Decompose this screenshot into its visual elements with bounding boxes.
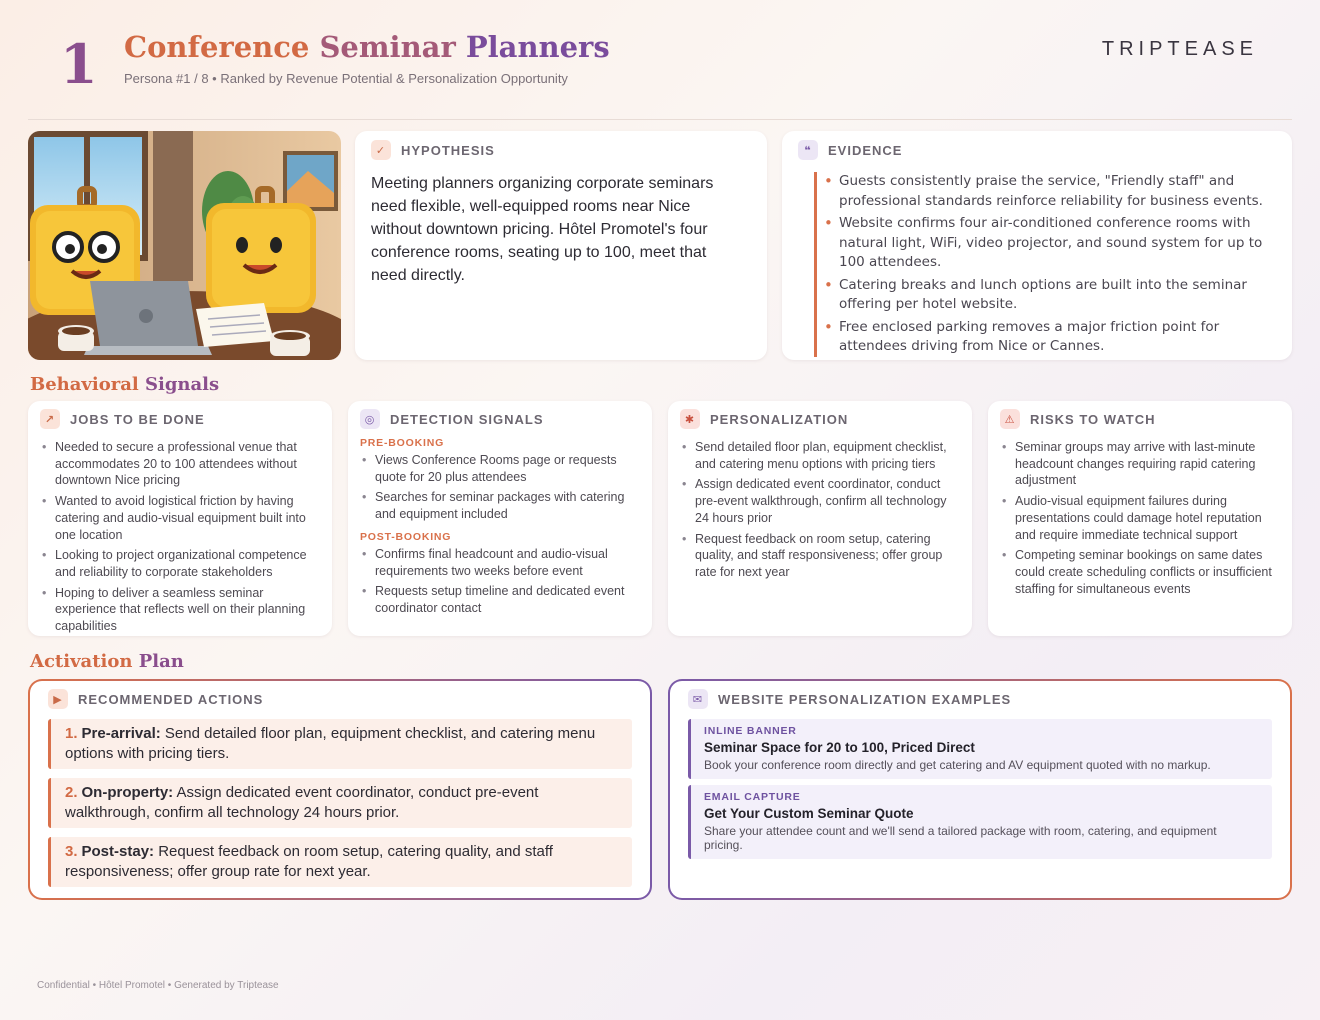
brand-logo: TRIPTEASE xyxy=(1101,38,1258,60)
suitcase-characters-illustration xyxy=(28,131,341,360)
examples-header xyxy=(688,689,1272,709)
evidence-item: • Website confirms four air-conditioned conference rooms with natural light, WiFi, video projector, and sound system for up to 100 attendees. xyxy=(839,214,1276,273)
example-body: Share your attendee count and we'll send a tailored package with room, catering, and equipment pricing. xyxy=(704,824,1217,852)
jobs-item: • Needed to secure a professional venue that accommodates 20 to 100 attendees without downtown Nice pricing xyxy=(40,439,320,489)
evidence-item: • Guests consistently praise the service, "Friendly staff" and professional standards reinforce reliability for business events. xyxy=(839,172,1276,211)
action-number: 1. xyxy=(65,725,78,742)
example-card xyxy=(688,785,1272,859)
detection-header xyxy=(360,409,640,429)
warning-icon: ⚠ xyxy=(1000,409,1020,429)
detection-item: • Requests setup timeline and dedicated event coordinator contact xyxy=(360,583,640,616)
jobs-item: • Wanted to avoid logistical friction by having catering and audio-visual equipment built into one location xyxy=(40,493,320,543)
risks-item: • Seminar groups may arrive with last-minute headcount changes requiring rapid catering adjustment xyxy=(1000,439,1280,489)
action-text: Assign dedicated event coordinator, conduct pre-event walkthrough, confirm all technology 24 hours prior. xyxy=(65,784,539,821)
risks-heading: RISKS TO WATCH xyxy=(1030,411,1156,427)
evidence-item: • Free enclosed parking removes a major friction point for attendees driving from Nice or Cannes. xyxy=(839,318,1276,357)
mail-icon: ✉ xyxy=(688,689,708,709)
risks-item: • Audio-visual equipment failures during presentations could damage hotel reputation and require immediate technical support xyxy=(1000,493,1280,543)
action-label: On-property: xyxy=(81,784,174,801)
evidence-heading: EVIDENCE xyxy=(828,142,903,158)
example-card xyxy=(688,719,1272,779)
footer: Confidential • Hôtel Promotel • Generated by Triptease xyxy=(37,980,279,991)
evidence-list xyxy=(814,172,1276,357)
action-item xyxy=(48,719,632,769)
persona-number: 1 xyxy=(60,32,98,96)
action-label: Post-stay: xyxy=(81,843,155,860)
detection-item: • Confirms final headcount and audio-visual requirements two weeks before event xyxy=(360,546,640,579)
section-title-word-1: Activation xyxy=(30,651,133,672)
example-headline: Get Your Custom Seminar Quote xyxy=(704,806,914,821)
recommended-actions-panel xyxy=(28,679,652,900)
action-item xyxy=(48,837,632,887)
jobs-item: • Hoping to deliver a seamless seminar experience that reflects well on their planning capabilities xyxy=(40,585,320,635)
example-tag: EMAIL CAPTURE xyxy=(704,791,801,803)
risks-header xyxy=(1000,409,1280,429)
example-tag: INLINE BANNER xyxy=(704,725,797,737)
action-text: Send detailed floor plan, equipment checklist, and catering menu options with pricing tiers. xyxy=(65,725,596,762)
risks-list xyxy=(1000,439,1280,597)
hypothesis-text: Meeting planners organizing corporate seminars need flexible, well-equipped rooms near Nice without downtown pricing. Hôtel Promotel's four conference rooms, seating up to 100, meet that need directly. xyxy=(371,175,714,284)
actions-header xyxy=(48,689,632,709)
behavioral-signals-title xyxy=(30,374,219,395)
play-icon: ▶ xyxy=(48,689,68,709)
section-title-word-1: Behavioral xyxy=(30,374,139,395)
hypothesis-heading: HYPOTHESIS xyxy=(401,142,495,158)
personalization-heading: PERSONALIZATION xyxy=(710,411,849,427)
post-booking-list xyxy=(360,546,640,617)
personalization-item: • Request feedback on room setup, catering quality, and staff responsiveness; offer group rate for next year xyxy=(680,531,960,581)
actions-list xyxy=(48,719,632,887)
detection-item: • Searches for seminar packages with catering and equipment included xyxy=(360,489,640,522)
personalization-item: • Send detailed floor plan, equipment checklist, and catering menu options with pricing tiers xyxy=(680,439,960,472)
personalization-item: • Assign dedicated event coordinator, conduct pre-event walkthrough, confirm all technology 24 hours prior xyxy=(680,476,960,526)
detection-card xyxy=(348,401,652,636)
risks-item: • Competing seminar bookings on same dates could create scheduling conflicts or insufficient staffing for simultaneous events xyxy=(1000,547,1280,597)
pre-booking-list xyxy=(360,452,640,523)
detection-heading: DETECTION SIGNALS xyxy=(390,411,544,427)
hypothesis-card xyxy=(355,131,767,360)
page-header xyxy=(28,28,1292,120)
personalization-examples-panel xyxy=(668,679,1292,900)
action-text: Request feedback on room setup, catering quality, and staff responsiveness; offer group rate for next year. xyxy=(65,843,553,880)
evidence-item: • Catering breaks and lunch options are built into the seminar offering per hotel website. xyxy=(839,276,1276,315)
title-word-1: Conference xyxy=(124,30,310,64)
jobs-list xyxy=(40,439,320,635)
activation-plan-title xyxy=(30,651,184,672)
section-title-word-2: Signals xyxy=(144,374,220,395)
evidence-card xyxy=(782,131,1292,360)
evidence-header xyxy=(798,140,1276,160)
personalization-card xyxy=(668,401,972,636)
personalization-list xyxy=(680,439,960,581)
title-word-3: Planners xyxy=(465,30,610,64)
actions-heading: RECOMMENDED ACTIONS xyxy=(78,691,264,707)
sparkle-icon: ✱ xyxy=(680,409,700,429)
page-title xyxy=(124,30,610,64)
jobs-heading: JOBS TO BE DONE xyxy=(70,411,205,427)
quote-icon: ❝ xyxy=(798,140,818,160)
check-icon: ✓ xyxy=(371,140,391,160)
examples-heading: WEBSITE PERSONALIZATION EXAMPLES xyxy=(718,691,1012,707)
hypothesis-header xyxy=(371,140,751,160)
action-label: Pre-arrival: xyxy=(81,725,161,742)
personalization-header xyxy=(680,409,960,429)
detection-item: • Views Conference Rooms page or requests quote for 20 plus attendees xyxy=(360,452,640,485)
title-word-2: Seminar xyxy=(319,30,456,64)
section-title-word-2: Plan xyxy=(138,651,184,672)
arrow-up-right-icon: ↗ xyxy=(40,409,60,429)
action-number: 2. xyxy=(65,784,78,801)
example-body: Book your conference room directly and get catering and AV equipment quoted with no markup. xyxy=(704,758,1211,772)
risks-card xyxy=(988,401,1292,636)
jobs-header xyxy=(40,409,320,429)
examples-list xyxy=(688,719,1272,859)
jobs-item: • Looking to project organizational competence and reliability to corporate stakeholders xyxy=(40,547,320,580)
target-icon: ◎ xyxy=(360,409,380,429)
page-subtitle: Persona #1 / 8 • Ranked by Revenue Potential & Personalization Opportunity xyxy=(124,71,568,86)
action-number: 3. xyxy=(65,843,78,860)
action-item xyxy=(48,778,632,828)
example-headline: Seminar Space for 20 to 100, Priced Direct xyxy=(704,740,975,755)
jobs-card xyxy=(28,401,332,636)
persona-illustration xyxy=(28,131,341,360)
pre-booking-label: PRE-BOOKING xyxy=(360,437,445,449)
post-booking-label: POST-BOOKING xyxy=(360,530,452,543)
